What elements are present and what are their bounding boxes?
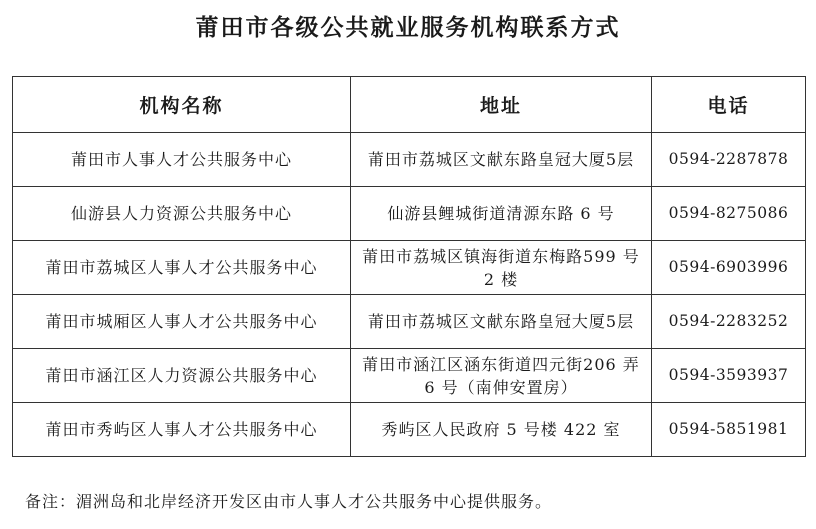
phone-cell: 0594-3593937 <box>652 349 806 403</box>
address-cell: 仙游县鲤城街道清源东路 6 号 <box>351 187 652 241</box>
phone-cell: 0594-6903996 <box>652 241 806 295</box>
phone-cell: 0594-5851981 <box>652 403 806 457</box>
org-name-cell: 莆田市秀屿区人事人才公共服务中心 <box>13 403 351 457</box>
phone-cell: 0594-2287878 <box>652 133 806 187</box>
phone-cell: 0594-8275086 <box>652 187 806 241</box>
address-cell: 莆田市荔城区镇海街道东梅路599 号 2 楼 <box>351 241 652 295</box>
table-row <box>13 403 806 457</box>
address-cell: 莆田市涵江区涵东街道四元街206 弄 6 号（南伸安置房） <box>351 349 652 403</box>
org-name-cell: 莆田市人事人才公共服务中心 <box>13 133 351 187</box>
org-name-cell: 仙游县人力资源公共服务中心 <box>13 187 351 241</box>
org-name-cell: 莆田市涵江区人力资源公共服务中心 <box>13 349 351 403</box>
header-org-name: 机构名称 <box>13 77 351 133</box>
page-title: 莆田市各级公共就业服务机构联系方式 <box>195 15 621 41</box>
address-cell: 秀屿区人民政府 5 号楼 422 室 <box>351 403 652 457</box>
table-row <box>13 241 806 295</box>
address-cell: 莆田市荔城区文献东路皇冠大厦5层 <box>351 133 652 187</box>
table-row <box>13 295 806 349</box>
address-cell: 莆田市荔城区文献东路皇冠大厦5层 <box>351 295 652 349</box>
phone-cell: 0594-2283252 <box>652 295 806 349</box>
header-address: 地址 <box>351 77 652 133</box>
table-row <box>13 187 806 241</box>
org-name-cell: 莆田市城厢区人事人才公共服务中心 <box>13 295 351 349</box>
contact-table <box>12 76 806 457</box>
footnote: 备注：湄洲岛和北岸经济开发区由市人事人才公共服务中心提供服务。 <box>25 492 553 511</box>
org-name-cell: 莆田市荔城区人事人才公共服务中心 <box>13 241 351 295</box>
table-row <box>13 349 806 403</box>
table-header-row <box>13 77 806 133</box>
table-row <box>13 133 806 187</box>
header-phone: 电话 <box>652 77 806 133</box>
